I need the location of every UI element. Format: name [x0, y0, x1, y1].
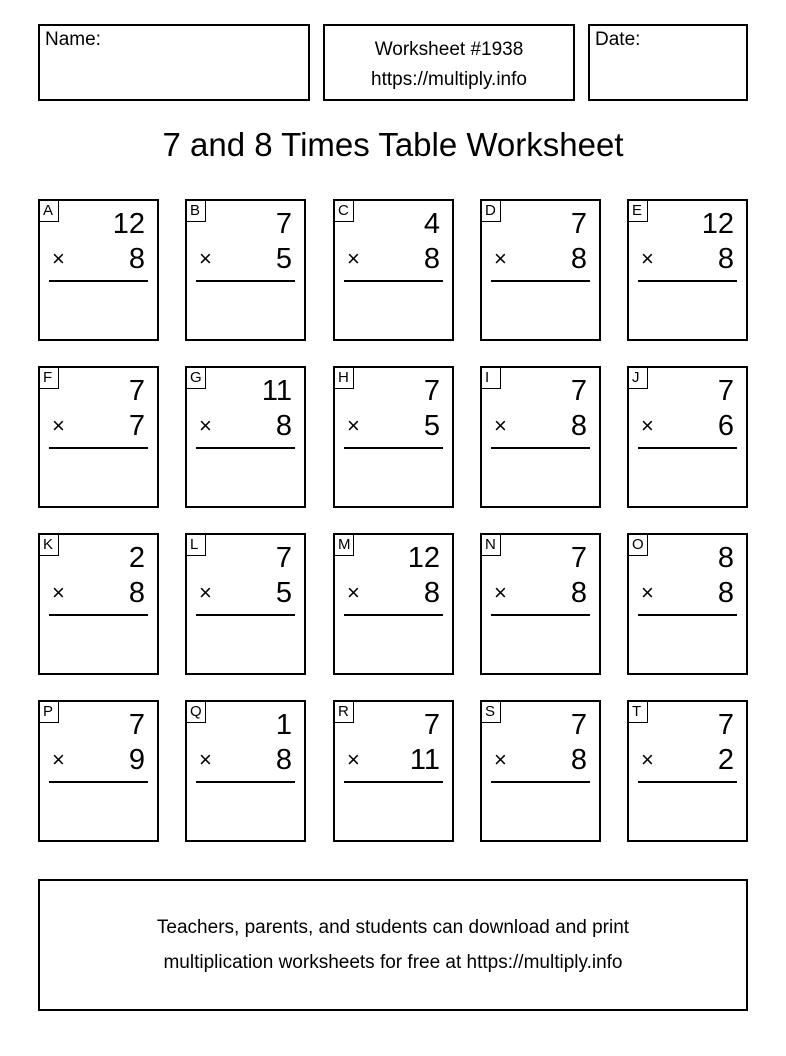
- answer-line: [344, 781, 443, 783]
- multiplier: 7: [128, 410, 145, 442]
- answer-area[interactable]: [482, 619, 599, 673]
- answer-line: [491, 447, 590, 449]
- problem-s: [480, 700, 601, 842]
- multiplicand: 7: [128, 375, 145, 407]
- multiplier: 8: [275, 744, 292, 776]
- answer-area[interactable]: [629, 452, 746, 506]
- answer-line: [491, 614, 590, 616]
- multiplier: 8: [423, 243, 440, 275]
- answer-area[interactable]: [187, 786, 304, 840]
- answer-line: [638, 614, 737, 616]
- footer-line-1: Teachers, parents, and students can download and print: [156, 917, 630, 938]
- multiply-sign: ×: [347, 747, 360, 772]
- answer-line: [638, 781, 737, 783]
- name-label: Name:: [45, 29, 101, 50]
- multiplicand: 1: [275, 709, 292, 741]
- multiply-sign: ×: [347, 580, 360, 605]
- problem-q: [185, 700, 306, 842]
- answer-area[interactable]: [187, 285, 304, 339]
- problem-label: M: [335, 535, 354, 556]
- multiplier: 8: [570, 243, 587, 275]
- answer-area[interactable]: [40, 619, 157, 673]
- answer-area[interactable]: [187, 619, 304, 673]
- answer-line: [196, 781, 295, 783]
- problem-label: P: [40, 702, 59, 723]
- answer-area[interactable]: [335, 786, 452, 840]
- multiplicand: 7: [128, 709, 145, 741]
- problem-label: F: [40, 368, 59, 389]
- multiplier: 5: [423, 410, 440, 442]
- problem-k: [38, 533, 159, 675]
- multiplicand: 4: [423, 208, 440, 240]
- problem-label: E: [629, 201, 648, 222]
- multiplicand: 7: [423, 709, 440, 741]
- multiply-sign: ×: [52, 747, 65, 772]
- problem-label: O: [629, 535, 648, 556]
- problem-j: [627, 366, 748, 508]
- multiplicand: 7: [275, 542, 292, 574]
- answer-area[interactable]: [629, 786, 746, 840]
- problem-r: [333, 700, 454, 842]
- answer-area[interactable]: [187, 452, 304, 506]
- multiplicand: 7: [570, 542, 587, 574]
- problem-g: [185, 366, 306, 508]
- problem-c: [333, 199, 454, 341]
- multiplier: 8: [275, 410, 292, 442]
- multiplier: 5: [275, 243, 292, 275]
- multiplicand: 7: [275, 208, 292, 240]
- multiplicand: 7: [570, 375, 587, 407]
- problem-m: [333, 533, 454, 675]
- multiply-sign: ×: [52, 246, 65, 271]
- problem-label: T: [629, 702, 648, 723]
- multiplicand: 8: [717, 542, 734, 574]
- multiplier: 8: [717, 243, 734, 275]
- worksheet-number: Worksheet #1938: [374, 39, 524, 60]
- problem-grid: [38, 199, 748, 842]
- multiplier: 8: [128, 243, 145, 275]
- multiplicand: 12: [407, 542, 440, 574]
- multiplier: 8: [423, 577, 440, 609]
- multiplicand: 2: [128, 542, 145, 574]
- multiplicand: 12: [701, 208, 734, 240]
- problem-label: K: [40, 535, 59, 556]
- footer-line-2: multiplication worksheets for free at https://multiply.info: [163, 952, 623, 973]
- problem-a: [38, 199, 159, 341]
- answer-line: [344, 447, 443, 449]
- multiplier: 8: [570, 410, 587, 442]
- problem-label: Q: [187, 702, 206, 723]
- answer-line: [491, 781, 590, 783]
- problem-label: G: [187, 368, 206, 389]
- problem-label: J: [629, 368, 648, 389]
- problem-h: [333, 366, 454, 508]
- multiply-sign: ×: [494, 413, 507, 438]
- answer-line: [491, 280, 590, 282]
- answer-line: [638, 447, 737, 449]
- multiply-sign: ×: [52, 580, 65, 605]
- multiplier: 2: [717, 744, 734, 776]
- problem-label: C: [335, 201, 354, 222]
- problem-f: [38, 366, 159, 508]
- problem-label: S: [482, 702, 501, 723]
- answer-line: [196, 280, 295, 282]
- multiplier: 8: [717, 577, 734, 609]
- multiplier: 9: [128, 744, 145, 776]
- multiplicand: 7: [423, 375, 440, 407]
- multiply-sign: ×: [199, 413, 212, 438]
- answer-area[interactable]: [40, 285, 157, 339]
- multiply-sign: ×: [641, 246, 654, 271]
- answer-line: [49, 280, 148, 282]
- answer-line: [49, 614, 148, 616]
- problem-label: A: [40, 201, 59, 222]
- problem-label: B: [187, 201, 206, 222]
- answer-line: [49, 781, 148, 783]
- problem-d: [480, 199, 601, 341]
- multiplier: 8: [570, 744, 587, 776]
- multiplicand: 7: [570, 208, 587, 240]
- multiply-sign: ×: [494, 246, 507, 271]
- answer-line: [344, 280, 443, 282]
- multiply-sign: ×: [52, 413, 65, 438]
- problem-i: [480, 366, 601, 508]
- problem-b: [185, 199, 306, 341]
- problem-label: H: [335, 368, 354, 389]
- multiply-sign: ×: [494, 580, 507, 605]
- answer-area[interactable]: [629, 619, 746, 673]
- problem-n: [480, 533, 601, 675]
- multiplier: 8: [128, 577, 145, 609]
- multiplier: 5: [275, 577, 292, 609]
- multiplier: 8: [570, 577, 587, 609]
- date-field-box[interactable]: [588, 24, 748, 101]
- answer-area[interactable]: [335, 619, 452, 673]
- answer-area[interactable]: [335, 452, 452, 506]
- multiply-sign: ×: [347, 246, 360, 271]
- multiply-sign: ×: [641, 747, 654, 772]
- problem-l: [185, 533, 306, 675]
- problem-p: [38, 700, 159, 842]
- worksheet-url: https://multiply.info: [371, 69, 527, 90]
- multiplicand: 11: [261, 375, 292, 407]
- answer-line: [196, 447, 295, 449]
- footer-box: [38, 879, 748, 1011]
- multiply-sign: ×: [199, 580, 212, 605]
- answer-area[interactable]: [482, 452, 599, 506]
- problem-t: [627, 700, 748, 842]
- multiply-sign: ×: [641, 580, 654, 605]
- page-title: 7 and 8 Times Table Worksheet: [162, 126, 624, 163]
- multiplicand: 7: [717, 375, 734, 407]
- answer-area[interactable]: [335, 285, 452, 339]
- multiplicand: 7: [717, 709, 734, 741]
- problem-e: [627, 199, 748, 341]
- answer-line: [344, 614, 443, 616]
- answer-line: [638, 280, 737, 282]
- problem-label: I: [482, 368, 501, 389]
- multiplier: 6: [717, 410, 734, 442]
- multiplier: 11: [409, 744, 440, 776]
- problem-label: L: [187, 535, 206, 556]
- multiplicand: 12: [112, 208, 145, 240]
- problem-o: [627, 533, 748, 675]
- answer-area[interactable]: [40, 452, 157, 506]
- multiply-sign: ×: [641, 413, 654, 438]
- date-label: Date:: [595, 29, 641, 50]
- multiply-sign: ×: [347, 413, 360, 438]
- problem-label: R: [335, 702, 354, 723]
- problem-label: N: [482, 535, 501, 556]
- multiply-sign: ×: [494, 747, 507, 772]
- problem-label: D: [482, 201, 501, 222]
- multiply-sign: ×: [199, 246, 212, 271]
- answer-area[interactable]: [482, 285, 599, 339]
- worksheet-info-box: [323, 24, 575, 101]
- answer-area[interactable]: [482, 786, 599, 840]
- answer-line: [49, 447, 148, 449]
- answer-area[interactable]: [40, 786, 157, 840]
- name-field-box[interactable]: [38, 24, 310, 101]
- answer-line: [196, 614, 295, 616]
- multiply-sign: ×: [199, 747, 212, 772]
- multiplicand: 7: [570, 709, 587, 741]
- answer-area[interactable]: [629, 285, 746, 339]
